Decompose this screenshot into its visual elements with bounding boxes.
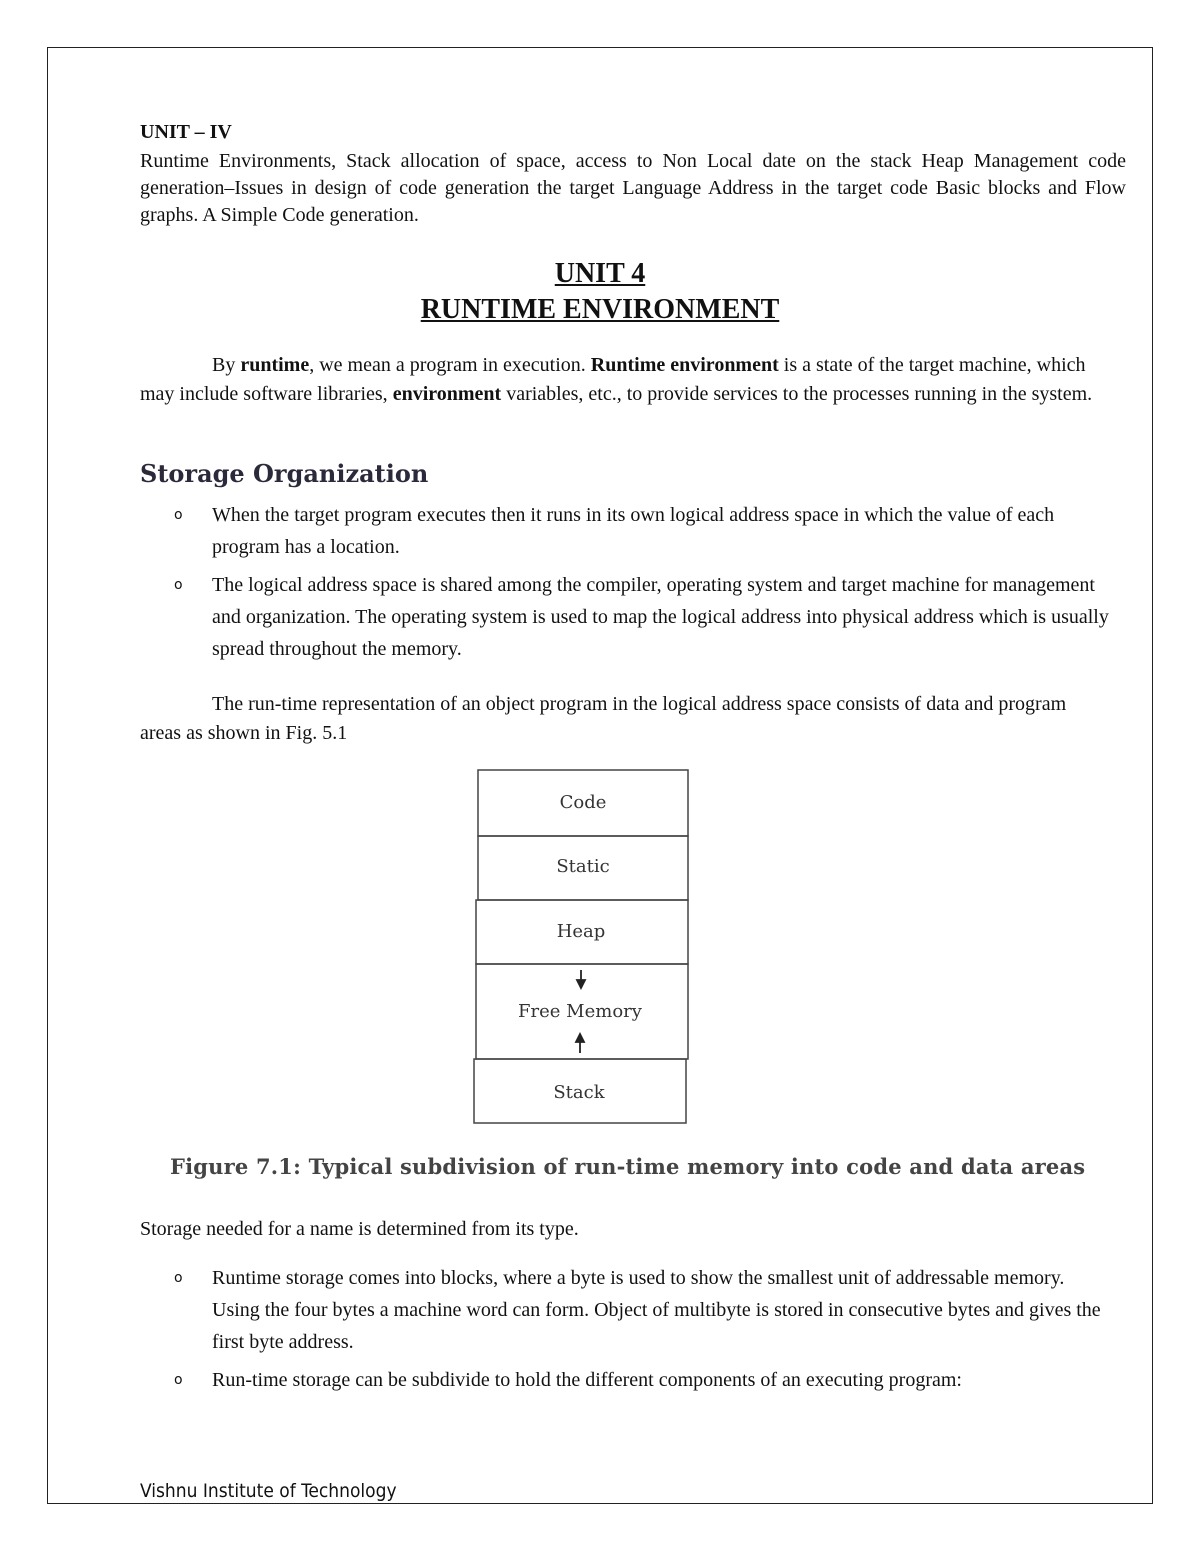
unit-subtitle: RUNTIME ENVIRONMENT — [420, 294, 780, 325]
storage-bullets — [140, 499, 1115, 671]
term-environment: environment — [392, 383, 502, 405]
intro-paragraph: By runtime, we mean a program in execution. Runtime environment is a state of the target machine, which may include software libraries, environment variables, etc., to provide services to the processes running in the system. — [140, 354, 1093, 405]
block-label: Heap — [556, 921, 606, 942]
term-runtime-environment: Runtime environment — [590, 354, 779, 376]
block-label: Code — [559, 792, 607, 813]
list-item: o Run-time storage can be subdivide to hold the different components of an executing program: — [140, 1364, 1115, 1396]
bullet-icon: o — [174, 1372, 183, 1388]
figure-caption: Figure 7.1: Typical subdivision of run-time memory into code and data areas — [170, 1154, 1086, 1179]
representation-paragraph: The run-time representation of an object program in the logical address space consists of data and program areas as shown in Fig. 5.1 — [140, 693, 1067, 744]
list-item: o When the target program executes then it runs in its own logical address space in which the value of each program has a location. — [140, 499, 1115, 563]
term-runtime: runtime — [240, 354, 310, 376]
list-item: o The logical address space is shared among the compiler, operating system and target machine for management and organization. The operating system is used to map the logical address into physical address which is usually spread throughout the memory. — [140, 569, 1115, 665]
syllabus-text: Runtime Environments, Stack allocation of space, access to Non Local date on the stack Heap Management code generation–Issues in design of code generation the target Language Address in the target code Basic blocks and Flow graphs. A Simple Code generation. — [140, 150, 1126, 226]
unit-title: UNIT 4 — [554, 258, 646, 289]
page-footer: Vishnu Institute of Technology — [140, 1480, 397, 1502]
syllabus-heading: UNIT – IV — [140, 121, 232, 143]
storage-paragraph: Storage needed for a name is determined from its type. — [140, 1218, 579, 1240]
bullet-icon: o — [174, 577, 183, 593]
block-label: Stack — [553, 1082, 605, 1103]
bullet-icon: o — [174, 507, 183, 523]
bullet-icon: o — [174, 1270, 183, 1286]
stack-growth-arrow-icon — [576, 1034, 584, 1042]
block-label: Static — [556, 856, 610, 877]
memory-layout-diagram — [472, 768, 690, 1125]
heap-growth-arrow-icon — [577, 980, 585, 988]
runtime-storage-bullets — [140, 1262, 1115, 1402]
section-heading: Storage Organization — [140, 459, 429, 488]
list-item: o Runtime storage comes into blocks, where a byte is used to show the smallest unit of addressable memory. Using the four bytes a machine word can form. Object of multibyte is stored in consecutive bytes and gives the first byte address. — [140, 1262, 1115, 1358]
block-label: Free Memory — [518, 1001, 642, 1022]
